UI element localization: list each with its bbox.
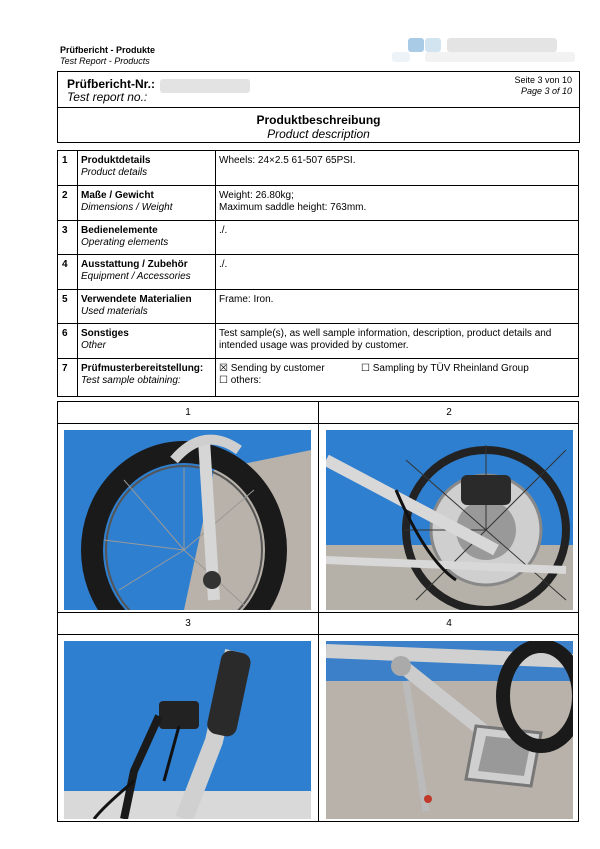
row-number: 6 bbox=[58, 324, 78, 359]
row-label-en: Product details bbox=[81, 167, 148, 178]
photo-pedal-kickstand bbox=[326, 641, 573, 819]
table-row bbox=[58, 290, 579, 324]
option-others[interactable]: ☐ others: bbox=[219, 375, 262, 386]
report-label-en: Test report no.: bbox=[67, 90, 148, 104]
row-label-de: Sonstiges bbox=[81, 328, 129, 339]
product-description-table bbox=[57, 150, 579, 397]
grid-divider bbox=[58, 612, 578, 613]
photo-label: 3 bbox=[185, 618, 191, 629]
row-label-en: Test sample obtaining: bbox=[81, 375, 181, 386]
row-label-en: Operating elements bbox=[81, 237, 169, 248]
row-label-en: Equipment / Accessories bbox=[81, 271, 191, 282]
page-indicator bbox=[514, 75, 572, 97]
row-label bbox=[78, 359, 216, 397]
row-label-de: Produktdetails bbox=[81, 155, 151, 166]
grid-divider bbox=[58, 634, 578, 635]
photo-label: 4 bbox=[446, 618, 452, 629]
row-number: 7 bbox=[58, 359, 78, 397]
report-number bbox=[67, 78, 155, 104]
page-de: Seite 3 von 10 bbox=[514, 75, 572, 85]
redacted-report-number bbox=[160, 79, 250, 93]
row-number: 3 bbox=[58, 221, 78, 255]
row-label bbox=[78, 255, 216, 290]
row-label-de: Maße / Gewicht bbox=[81, 190, 154, 201]
table-row bbox=[58, 186, 579, 221]
row-label bbox=[78, 324, 216, 359]
row-number: 2 bbox=[58, 186, 78, 221]
section-title-de: Produktbeschreibung bbox=[256, 113, 381, 127]
row-label bbox=[78, 290, 216, 324]
photo-label: 1 bbox=[185, 407, 191, 418]
table-row bbox=[58, 359, 579, 397]
row-value: ./. bbox=[216, 221, 579, 255]
photo-label: 2 bbox=[446, 407, 452, 418]
header-title-de: Prüfbericht - Produkte bbox=[60, 45, 156, 55]
row-label-de: Bedienelemente bbox=[81, 225, 158, 236]
row-value-line: Maximum saddle height: 763mm. bbox=[219, 202, 367, 213]
row-value: ./. bbox=[216, 255, 579, 290]
row-value bbox=[216, 359, 579, 397]
photo-disc-brake bbox=[326, 430, 573, 610]
row-label bbox=[78, 221, 216, 255]
header-title-en: Test Report - Products bbox=[60, 56, 150, 66]
row-label-de: Verwendete Materialien bbox=[81, 294, 192, 305]
row-number: 1 bbox=[58, 151, 78, 186]
table-row bbox=[58, 324, 579, 359]
row-value: Wheels: 24×2.5 61-507 65PSI. bbox=[216, 151, 579, 186]
row-value-line: Weight: 26.80kg; bbox=[219, 190, 294, 201]
option-sampling-by-tuv[interactable]: ☐ Sampling by TÜV Rheinland Group bbox=[361, 363, 529, 374]
row-value bbox=[216, 186, 579, 221]
row-label-de: Prüfmusterbereitstellung: bbox=[81, 363, 204, 374]
row-label-en: Used materials bbox=[81, 306, 148, 317]
row-label bbox=[78, 186, 216, 221]
photo-front-wheel bbox=[64, 430, 311, 610]
table-row bbox=[58, 221, 579, 255]
row-label-en: Other bbox=[81, 340, 107, 351]
photo-brake-lever bbox=[64, 641, 311, 819]
table-row bbox=[58, 255, 579, 290]
row-number: 5 bbox=[58, 290, 78, 324]
page-en: Page 3 of 10 bbox=[520, 86, 572, 96]
row-value: Frame: Iron. bbox=[216, 290, 579, 324]
document-header bbox=[60, 45, 155, 67]
report-label-de: Prüfbericht-Nr.: bbox=[67, 77, 156, 91]
section-title bbox=[58, 113, 579, 141]
section-title-en: Product description bbox=[267, 127, 370, 141]
grid-divider bbox=[58, 423, 578, 424]
option-sending-by-customer[interactable]: ☒ Sending by customer bbox=[219, 363, 325, 374]
photo-grid bbox=[57, 401, 579, 822]
row-label bbox=[78, 151, 216, 186]
row-value: Test sample(s), as well sample information, description, product details and intended usage was provided by customer. bbox=[216, 324, 579, 359]
row-number: 4 bbox=[58, 255, 78, 290]
table-row bbox=[58, 151, 579, 186]
row-label-de: Ausstattung / Zubehör bbox=[81, 259, 188, 270]
row-label-en: Dimensions / Weight bbox=[81, 202, 173, 213]
